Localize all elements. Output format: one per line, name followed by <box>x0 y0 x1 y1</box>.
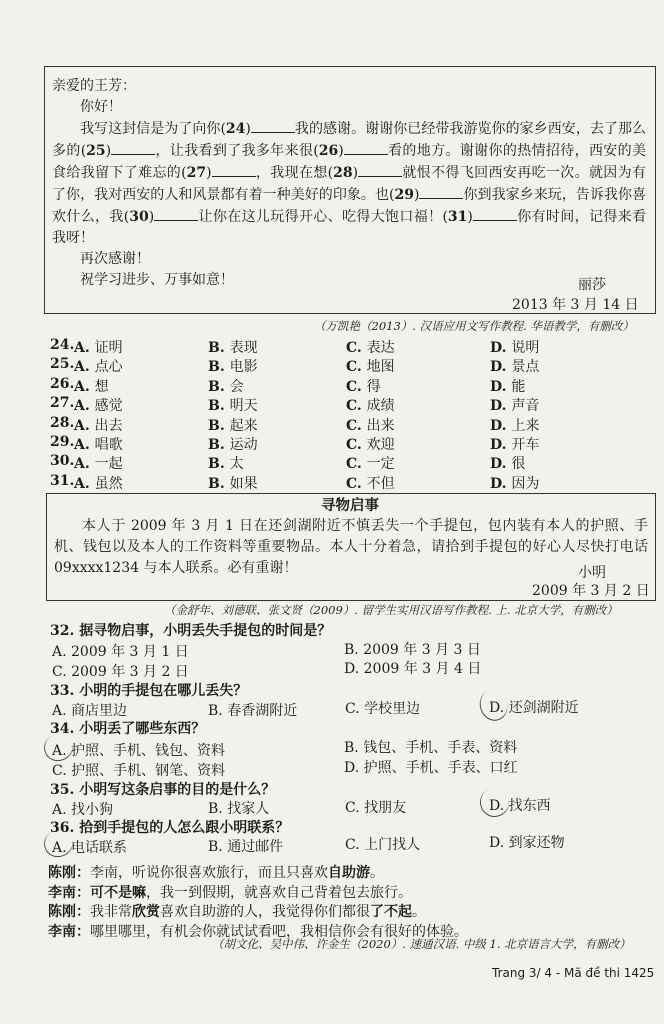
answer-blank[interactable] <box>251 118 295 133</box>
option-letter: D. <box>490 398 512 415</box>
letter-text: ) <box>338 143 344 159</box>
option-number: 25. <box>50 356 75 373</box>
answer-blank[interactable] <box>419 184 463 199</box>
option-letter: B. <box>208 340 230 356</box>
dialogue-text: 我非常 <box>90 904 132 920</box>
answer-blank[interactable] <box>212 162 256 177</box>
option-text: 一起 <box>94 456 123 473</box>
option-text: 表现 <box>229 340 258 356</box>
option-a[interactable] <box>74 434 123 454</box>
letter-text: 让你在这儿玩得开心、吃得大饱口福！( <box>198 209 448 225</box>
option-text: 不但 <box>366 475 395 492</box>
option-b[interactable] <box>208 453 244 473</box>
option-letter: D. <box>490 475 512 492</box>
blank-number: 26 <box>318 143 339 159</box>
notice-date: 2009 年 3 月 2 日 <box>532 583 650 599</box>
option-text: 很 <box>511 456 526 473</box>
option-letter: B. <box>208 417 230 434</box>
option-letter: A. <box>74 378 95 395</box>
option-letter: D. <box>490 359 512 376</box>
dialogue-text: 喜欢自助游的人，我觉得你们都很 <box>160 904 370 920</box>
answer-blank[interactable] <box>473 206 517 221</box>
option-letter: C. <box>346 359 367 376</box>
blank-number: 28 <box>333 165 353 181</box>
option-a[interactable] <box>74 473 123 493</box>
letter-date: 2013 年 3 月 14 日 <box>512 297 639 313</box>
option-c[interactable] <box>346 337 395 357</box>
option-c[interactable] <box>346 415 395 435</box>
option-number: 30. <box>50 453 75 470</box>
option-text: 说明 <box>511 340 540 356</box>
option-d[interactable] <box>490 415 539 435</box>
option-b[interactable] <box>208 376 244 396</box>
option-d[interactable] <box>490 473 539 493</box>
dialogue-speaker: 陈刚： <box>48 904 90 920</box>
option-text: 上来 <box>511 417 540 434</box>
option-b[interactable] <box>208 395 258 415</box>
option-text: 声音 <box>511 398 540 415</box>
option-number: 27. <box>50 395 75 412</box>
option-c[interactable] <box>346 453 395 473</box>
q33-option-b[interactable]: B. 春香湖附近 <box>208 703 298 719</box>
blank-number: 27 <box>186 165 207 181</box>
option-text: 虽然 <box>94 475 123 492</box>
option-letter: B. <box>208 398 230 415</box>
dialogue-keyword: 了不起 <box>370 904 412 920</box>
q33-option-c[interactable]: C. 学校里边 <box>345 701 421 717</box>
option-d[interactable] <box>490 395 539 415</box>
option-letter: C. <box>346 475 367 492</box>
notice-body: 本人于 2009 年 3 月 1 日在还剑湖附近不慎丢失一个手提包，包内装有本人的护照、手机、钱包以及本人的工作资料等重要物品。本人十分着急，请拾到手提包的好心人尽快打电话 09xxxx1234 与本人联系。必有重谢！ <box>54 518 648 576</box>
option-text: 电影 <box>229 359 258 376</box>
q36-option-d[interactable]: D. 到家还物 <box>489 835 565 851</box>
option-letter: C. <box>346 378 367 395</box>
letter-signature: 丽莎 <box>578 277 606 293</box>
option-letter: D. <box>490 378 512 395</box>
option-letter: B. <box>208 456 230 473</box>
option-text: 开车 <box>511 437 540 453</box>
option-text: 如果 <box>229 475 258 492</box>
blank-number: 25 <box>86 143 106 159</box>
option-text: 想 <box>94 378 109 395</box>
q36-option-b[interactable]: B. 通过邮件 <box>208 839 284 855</box>
letter-text: ) <box>413 187 420 203</box>
option-letter: A. <box>74 340 95 356</box>
option-text: 感觉 <box>94 398 123 415</box>
letter-wish: 祝学习进步、万事如意！ <box>80 272 234 288</box>
q36-option-c[interactable]: C. 上门找人 <box>345 837 421 853</box>
question-33: 33. 小明的手提包在哪儿丢失？ <box>50 683 248 699</box>
blank-number: 24 <box>225 121 246 137</box>
q34-option-a[interactable]: A. 护照、手机、钱包、资料 <box>52 743 226 759</box>
option-text: 出去 <box>94 417 123 434</box>
option-text: 明天 <box>229 398 258 415</box>
letter-body <box>52 118 646 249</box>
option-b[interactable] <box>208 434 258 454</box>
option-a[interactable] <box>74 395 123 415</box>
dialogue-speaker: 李南： <box>48 884 90 901</box>
option-letter: D. <box>490 417 512 434</box>
q34-option-d[interactable]: D. 护照、手机、手表、口红 <box>344 760 518 776</box>
blank-number: 29 <box>394 187 414 203</box>
letter-text: ) <box>467 209 473 225</box>
q36-option-a[interactable]: A. 电话联系 <box>52 840 128 856</box>
option-text: 起来 <box>229 417 258 434</box>
option-letter: D. <box>490 340 512 356</box>
q34-option-b[interactable]: B. 钱包、手机、手表、资料 <box>344 740 518 756</box>
letter-text: ，我现在想( <box>255 165 334 181</box>
option-number: 26. <box>50 375 75 392</box>
option-number: 28. <box>50 414 75 431</box>
option-b[interactable] <box>208 356 258 376</box>
option-letter: A. <box>74 456 95 473</box>
option-b[interactable] <box>208 415 258 435</box>
notice-signature: 小明 <box>578 565 606 581</box>
letter-text: ) <box>245 121 251 137</box>
option-a[interactable] <box>74 453 123 473</box>
letter-text: 看的地方。谢谢你的热情招待，西安的美食给我留下了难忘的( <box>52 143 647 181</box>
dialogue-keyword: 可不是嘛 <box>90 884 146 901</box>
q35-option-b[interactable]: B. 找家人 <box>208 801 270 817</box>
letter-text: ) <box>352 165 359 181</box>
dialogue-speaker: 陈刚： <box>48 865 90 881</box>
option-d[interactable] <box>490 376 525 396</box>
option-text: 唱歌 <box>94 437 123 453</box>
blank-number: 30 <box>129 209 149 225</box>
option-text: 成绩 <box>366 398 395 415</box>
letter-text: ) <box>105 143 112 159</box>
option-letter: A. <box>74 475 95 492</box>
option-b[interactable] <box>208 473 258 493</box>
letter-text: ) <box>206 165 212 181</box>
option-text: 表达 <box>366 340 395 356</box>
q32-option-b[interactable]: B. 2009 年 3 月 3 日 <box>344 642 481 658</box>
letter-text: 就恨不得飞回西安再吃一次。就因为有了你，我对西安的人和风景都有着一种美好的印象。也( <box>52 165 647 203</box>
option-letter: A. <box>74 417 95 434</box>
source-citation-1: （万凯艳（2013）. 汉语应用文写作教程. 华语教学，有删改） <box>314 319 634 333</box>
option-letter: B. <box>208 437 230 453</box>
option-text: 点心 <box>94 359 123 376</box>
option-b[interactable] <box>208 337 258 357</box>
option-d[interactable] <box>490 356 539 376</box>
dialogue-text: 。 <box>370 865 384 881</box>
option-text: 能 <box>511 378 526 395</box>
source-citation-2: （金舒年、刘德联、张文贤（2009）. 留学生实用汉语写作教程. 上. 北京大学，有删改） <box>164 603 618 617</box>
answer-mark-35 <box>476 784 513 821</box>
option-c[interactable] <box>346 376 381 396</box>
option-text: 一定 <box>366 456 395 473</box>
dialogue-keyword: 自助游 <box>328 865 370 881</box>
option-letter: A. <box>74 437 95 453</box>
dialogue-text: 哪里哪里，有机会你就试试看吧，我相信你会有很好的体验。 <box>90 923 468 940</box>
option-text: 因为 <box>511 475 540 492</box>
option-c[interactable] <box>346 473 395 493</box>
letter-greeting: 你好！ <box>80 99 122 115</box>
option-text: 景点 <box>511 359 540 376</box>
dialogue-text: 。 <box>412 904 426 920</box>
option-letter: B. <box>208 378 230 395</box>
letter <box>52 76 646 291</box>
option-a[interactable] <box>74 415 123 435</box>
option-text: 得 <box>366 378 381 395</box>
answer-blank[interactable] <box>154 206 198 221</box>
option-text: 会 <box>229 378 244 395</box>
option-letter: C. <box>346 437 367 453</box>
letter-text: 我的感谢。谢谢你已经带我游览你的家乡西安，去了那么多的( <box>52 121 647 159</box>
dialogue-keyword: 欣赏 <box>132 904 160 920</box>
q35-option-c[interactable]: C. 找朋友 <box>345 800 407 816</box>
option-a[interactable] <box>74 337 123 357</box>
q34-option-c[interactable]: C. 护照、手机、钢笔、资料 <box>52 763 226 779</box>
option-letter: C. <box>346 456 367 473</box>
source-citation-3: （胡文化、吴中伟、许金生（2020）. 速通汉语. 中级 1. 北京语言大学，有删改） <box>212 937 631 951</box>
question-34: 34. 小明丢了哪些东西？ <box>50 721 206 737</box>
option-d[interactable] <box>490 453 525 473</box>
question-35: 35. 小明写这条启事的目的是什么？ <box>50 782 276 798</box>
letter-thanks: 再次感谢！ <box>80 251 150 267</box>
option-text: 太 <box>229 456 244 473</box>
letter-text: 你有时间，记得来看我呀！ <box>52 209 647 246</box>
blank-number: 31 <box>447 209 468 225</box>
dialogue-text: 李南，听说你很喜欢旅行，而且只喜欢 <box>90 865 328 881</box>
option-text: 欢迎 <box>366 437 395 453</box>
q32-option-c[interactable]: C. 2009 年 3 月 2 日 <box>52 664 189 680</box>
letter-salutation: 亲爱的王芳： <box>52 78 136 94</box>
option-text: 地图 <box>366 359 395 376</box>
dialogue-line <box>48 901 426 921</box>
option-text: 出来 <box>366 417 395 434</box>
option-a[interactable] <box>74 356 123 376</box>
option-number: 24. <box>50 337 75 353</box>
dialogue-line <box>48 862 384 882</box>
q33-option-a[interactable]: A. 商店里边 <box>52 703 128 719</box>
answer-mark-33 <box>476 686 512 724</box>
option-d[interactable] <box>490 337 539 357</box>
option-d[interactable] <box>490 434 539 454</box>
option-letter: C. <box>346 398 367 415</box>
option-letter: C. <box>346 417 367 434</box>
q32-option-a[interactable]: A. 2009 年 3 月 1 日 <box>52 644 189 660</box>
option-text: 证明 <box>94 340 123 356</box>
option-letter: B. <box>208 475 230 492</box>
option-number: 29. <box>50 434 75 450</box>
option-c[interactable] <box>346 395 395 415</box>
question-32: 32. 据寻物启事，小明丢失手提包的时间是？ <box>50 623 332 639</box>
option-a[interactable] <box>74 376 109 396</box>
dialogue-text: ，我一到假期，就喜欢自己背着包去旅行。 <box>146 884 412 901</box>
dialogue-line <box>48 882 412 902</box>
notice-title: 寻物启事 <box>321 498 379 514</box>
answer-blank[interactable] <box>344 140 388 155</box>
option-text: 运动 <box>229 437 258 453</box>
option-letter: D. <box>490 456 512 473</box>
option-number: 31. <box>50 472 75 489</box>
dialogue-speaker: 李南： <box>48 923 90 940</box>
option-letter: B. <box>208 359 230 376</box>
answer-blank[interactable] <box>358 162 402 177</box>
letter-text: 我写这封信是为了向你( <box>80 121 226 137</box>
answer-blank[interactable] <box>111 140 155 155</box>
option-c[interactable] <box>346 434 395 454</box>
q35-option-d[interactable]: D. 找东西 <box>489 798 551 814</box>
option-letter: C. <box>346 340 367 356</box>
option-letter: A. <box>74 359 95 376</box>
page-footer: Trang 3/ 4 - Mã đề thi 1425 <box>492 966 655 980</box>
q32-option-d[interactable]: D. 2009 年 3 月 4 日 <box>344 661 482 677</box>
option-letter: D. <box>490 437 512 453</box>
question-36: 36. 拾到手提包的人怎么跟小明联系？ <box>50 820 290 836</box>
option-c[interactable] <box>346 356 395 376</box>
q35-option-a[interactable]: A. 找小狗 <box>52 802 114 818</box>
letter-text: ，让我看到了我多年来很( <box>155 143 319 159</box>
letter-text: ) <box>148 209 155 225</box>
letter-text: 你到我家乡来玩，告诉我你喜欢什么，我( <box>52 187 646 225</box>
q33-option-d[interactable]: D. 还剑湖附近 <box>489 700 579 716</box>
option-letter: A. <box>74 398 95 415</box>
